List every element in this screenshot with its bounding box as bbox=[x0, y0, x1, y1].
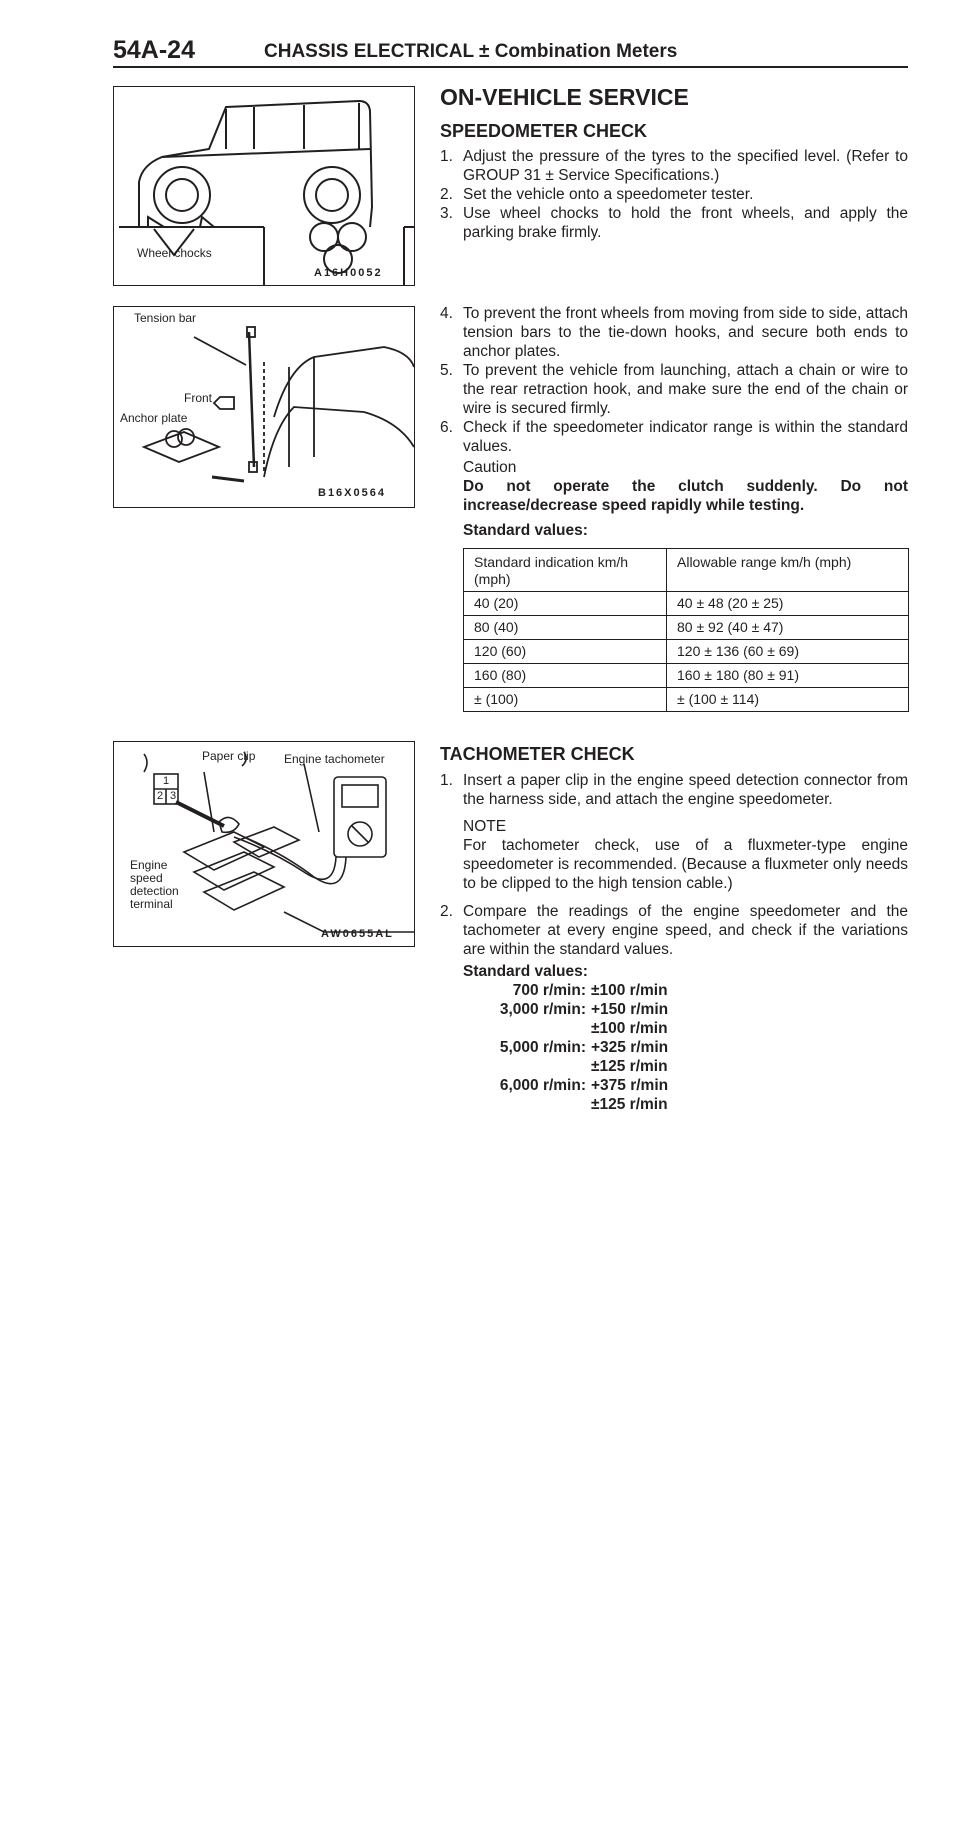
engine-speed bbox=[463, 1095, 591, 1114]
figure-engine-tachometer bbox=[113, 741, 415, 947]
step-item bbox=[440, 185, 908, 204]
standard-value-row bbox=[463, 1095, 668, 1114]
table-cell: 80 ± 92 (40 ± 47) bbox=[667, 616, 909, 640]
step-item bbox=[440, 771, 908, 809]
note-text: For tachometer check, use of a fluxmeter-type engine speedometer is recommended. (Because a fluxmeter only needs to be clipped to the high tension cable.) bbox=[463, 837, 908, 892]
table-cell: ± (100) bbox=[464, 688, 667, 712]
table-cell: 160 (80) bbox=[464, 664, 667, 688]
tachometer-check-title: TACHOMETER CHECK bbox=[440, 744, 635, 764]
caution-label: Caution bbox=[463, 459, 517, 476]
label-tension-bar: Tension bar bbox=[134, 311, 197, 325]
standard-value-row bbox=[463, 1000, 668, 1019]
allowable-variation: ±100 r/min bbox=[591, 982, 668, 999]
connector-pin-2: 2 bbox=[157, 790, 164, 802]
engine-speed: 6,000 r/min: bbox=[499, 1077, 586, 1094]
figure-code-3: AW0655AL bbox=[321, 928, 394, 940]
table-row bbox=[464, 640, 909, 664]
table-cell: 80 (40) bbox=[464, 616, 667, 640]
tachometer-step-1 bbox=[440, 771, 908, 809]
step-text: To prevent the front wheels from moving from side to side, attach tension bars to the tie-down hooks, and secure both ends to anchor plates. bbox=[463, 305, 908, 360]
allowable-variation: +150 r/min bbox=[591, 1001, 669, 1018]
standard-value-row bbox=[463, 981, 668, 1000]
table-row bbox=[464, 688, 909, 712]
allowable-variation: +325 r/min bbox=[591, 1039, 669, 1056]
step-number: 5. bbox=[440, 362, 453, 379]
table-cell: 160 ± 180 (80 ± 91) bbox=[667, 664, 909, 688]
step-item bbox=[440, 418, 908, 456]
header-rule bbox=[113, 66, 908, 68]
step-item bbox=[440, 204, 908, 242]
step-number: 3. bbox=[440, 205, 453, 222]
step-item bbox=[440, 304, 908, 361]
step-number: 1. bbox=[440, 772, 453, 789]
step-text: Check if the speedometer indicator range is within the standard values. bbox=[463, 419, 908, 455]
tension-bar-illustration bbox=[114, 307, 414, 507]
caution-text: Do not operate the clutch suddenly. Do not increase/decrease speed rapidly while testing. bbox=[463, 478, 908, 514]
section-title: ON-VEHICLE SERVICE bbox=[440, 84, 689, 110]
note-label: NOTE bbox=[463, 818, 507, 835]
step-number: 4. bbox=[440, 305, 453, 322]
standard-value-row bbox=[463, 1076, 668, 1095]
speedometer-steps-b bbox=[440, 304, 908, 456]
label-engine-speed-detection-terminal bbox=[130, 859, 179, 911]
engine-speed: 3,000 r/min: bbox=[499, 1001, 586, 1018]
table-row bbox=[464, 616, 909, 640]
label-terminal-line-3: detection bbox=[130, 884, 179, 898]
page-number: 54A-24 bbox=[113, 36, 195, 64]
step-item bbox=[440, 147, 908, 185]
step-item bbox=[440, 902, 908, 959]
step-number: 1. bbox=[440, 148, 453, 165]
figure-code-2: B16X0564 bbox=[318, 487, 386, 499]
label-anchor-plate: Anchor plate bbox=[120, 411, 188, 425]
step-text: Use wheel chocks to hold the front wheels, and apply the parking brake firmly. bbox=[463, 205, 908, 241]
speedometer-steps-a bbox=[440, 147, 908, 242]
figure-tension-bar bbox=[113, 306, 415, 508]
step-text: Compare the readings of the engine speedometer and the tachometer at every engine speed, and check if the variations are within the standard values. bbox=[463, 903, 908, 958]
speedometer-standard-values-table bbox=[463, 548, 909, 712]
caution-block bbox=[463, 458, 908, 515]
speedometer-check-title: SPEEDOMETER CHECK bbox=[440, 121, 648, 141]
table-cell: 40 ± 48 (20 ± 25) bbox=[667, 592, 909, 616]
page-header-title: CHASSIS ELECTRICAL ± Combination Meters bbox=[264, 41, 678, 62]
table-row bbox=[464, 664, 909, 688]
allowable-variation: ±125 r/min bbox=[591, 1096, 668, 1113]
engine-speed bbox=[463, 1057, 591, 1076]
step-number: 6. bbox=[440, 419, 453, 436]
table-cell: ± (100 ± 114) bbox=[667, 688, 909, 712]
table-header-cell: Standard indication km/h (mph) bbox=[464, 549, 667, 592]
label-wheel-chocks: Wheel chocks bbox=[137, 246, 212, 260]
standard-value-row bbox=[463, 1019, 668, 1038]
engine-speed bbox=[463, 1019, 591, 1038]
speedometer-standard-values-label: Standard values: bbox=[463, 522, 588, 539]
connector-pin-1: 1 bbox=[163, 775, 170, 787]
allowable-variation: +375 r/min bbox=[591, 1077, 669, 1094]
tachometer-standard-values bbox=[463, 962, 668, 1114]
table-cell: 120 (60) bbox=[464, 640, 667, 664]
engine-speed: 5,000 r/min: bbox=[499, 1039, 586, 1056]
figure-wheel-chocks bbox=[113, 86, 415, 286]
step-text: Set the vehicle onto a speedometer tester. bbox=[463, 186, 754, 203]
standard-value-row bbox=[463, 1057, 668, 1076]
label-terminal-line-4: terminal bbox=[130, 897, 173, 911]
table-cell: 40 (20) bbox=[464, 592, 667, 616]
engine-tachometer-illustration bbox=[114, 742, 414, 946]
table-row bbox=[464, 592, 909, 616]
engine-speed: 700 r/min: bbox=[512, 982, 586, 999]
connector-pin-3: 3 bbox=[170, 790, 177, 802]
label-terminal-line-1: Engine bbox=[130, 858, 168, 872]
step-number: 2. bbox=[440, 903, 453, 920]
label-paper-clip: Paper clip bbox=[202, 749, 256, 763]
label-engine-tachometer: Engine tachometer bbox=[284, 752, 385, 766]
tachometer-standard-values-label: Standard values: bbox=[463, 963, 588, 980]
figure-code-1: A16H0052 bbox=[314, 267, 383, 279]
allowable-variation: ±100 r/min bbox=[591, 1020, 668, 1037]
label-front: Front bbox=[184, 391, 213, 405]
table-header-row bbox=[464, 549, 909, 592]
step-item bbox=[440, 361, 908, 418]
step-text: To prevent the vehicle from launching, attach a chain or wire to the rear retraction hook, and make sure the end of the chain or wire is secured firmly. bbox=[463, 362, 908, 417]
note-block bbox=[463, 817, 908, 893]
allowable-variation: ±125 r/min bbox=[591, 1058, 668, 1075]
table-header-cell: Allowable range km/h (mph) bbox=[667, 549, 909, 592]
table-cell: 120 ± 136 (60 ± 69) bbox=[667, 640, 909, 664]
step-number: 2. bbox=[440, 186, 453, 203]
standard-value-row bbox=[463, 1038, 668, 1057]
label-terminal-line-2: speed bbox=[130, 871, 163, 885]
step-text: Adjust the pressure of the tyres to the specified level. (Refer to GROUP 31 ± Service Specifications.) bbox=[463, 148, 908, 184]
step-text: Insert a paper clip in the engine speed detection connector from the harness side, and attach the engine speedometer. bbox=[463, 772, 908, 808]
tachometer-step-2 bbox=[440, 902, 908, 959]
